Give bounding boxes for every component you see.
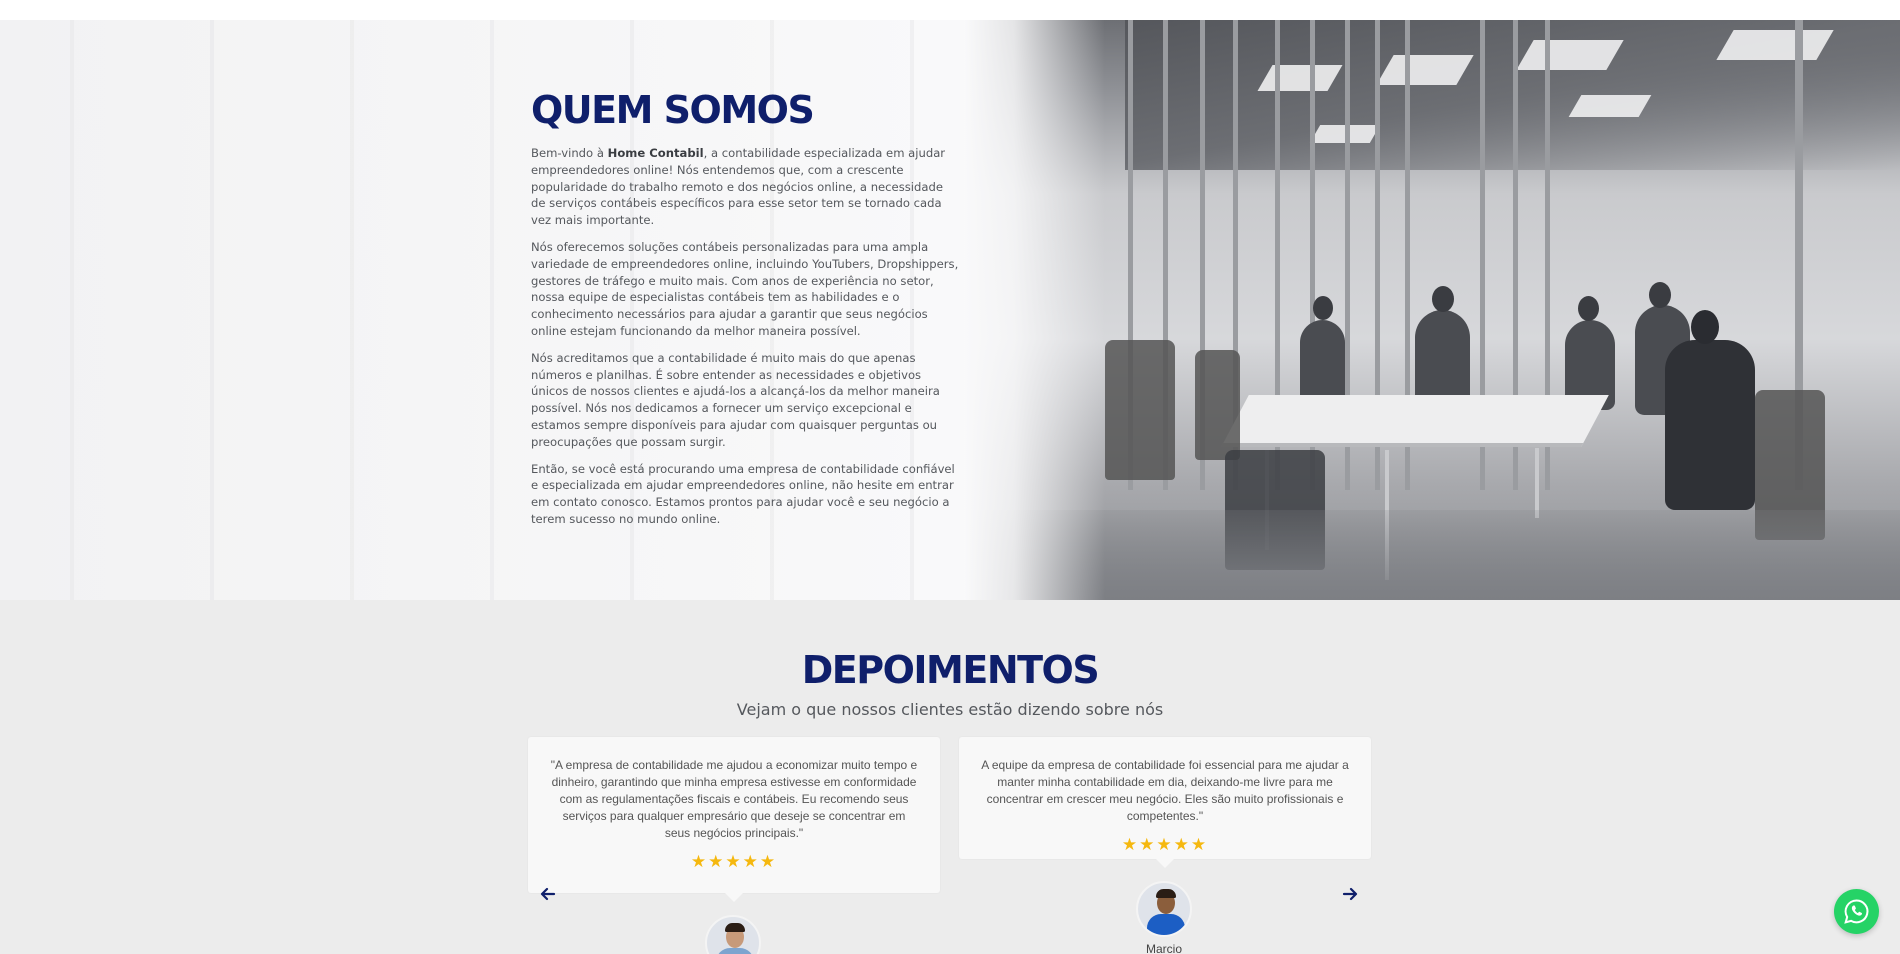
- office-meeting-photo: [965, 20, 1900, 600]
- about-title: QUEM SOMOS: [531, 88, 814, 132]
- testimonial-author: Marcio: [1145, 942, 1182, 954]
- brand-name: Home Contabil: [607, 146, 704, 160]
- arrow-left-icon[interactable]: [540, 886, 556, 906]
- testimonial-card: [528, 737, 940, 893]
- about-paragraph-1: Bem-vindo à Home Contabil, a contabilidade especializada em ajudar empreendedores online! Nós entendemos que, com a crescente popularidade do trabalho remoto e dos negócios online, a necessidade de serviços contábeis específicos para esse setor tem se tornado cada vez mais importante.: [531, 146, 946, 228]
- about-paragraph-3: Nós acreditamos que a contabilidade é muito mais do que apenas números e planilhas. É sobre entender as necessidades e objetivos únicos de nossos clientes e ajudá-los a alcançá-los da melhor maneira possível. Nós nos dedicamos a fornecer um serviço excepcional e estamos sempre disponíveis para ajudar com quaisquer perguntas ou preocupações que possam surgir.: [531, 350, 940, 449]
- avatar: [1136, 881, 1192, 937]
- star-rating: ★★★★★: [690, 852, 778, 872]
- testimonial-quote: A equipe da empresa de contabilidade foi essencial para me ajudar a manter minha contabilidade em dia, deixando-me livre para me concentrar em crescer meu negócio. Eles são muito profissionais e competentes.": [981, 758, 1349, 823]
- testimonial-quote: "A empresa de contabilidade me ajudou a economizar muito tempo e dinheiro, garantindo que minha empresa estivesse em conformidade com as regulamentações fiscais e contábeis. Eu recomendo seus serviços para qualquer empresário que deseje se concentrar em seus negócios principais.": [550, 758, 918, 840]
- about-paragraph-4: Então, se você está procurando uma empresa de contabilidade confiável e especializada em ajudar empreendedores online, não hesite em entrar em contato conosco. Estamos prontos para ajudar você e seu negócio a terem sucesso no mundo online.: [531, 461, 955, 526]
- about-section: [0, 20, 1900, 600]
- testimonial-card: [959, 737, 1371, 859]
- star-rating: ★★★★★: [1121, 835, 1209, 855]
- testimonials-section: [0, 600, 1900, 954]
- whatsapp-button[interactable]: [1834, 889, 1879, 934]
- about-content: [531, 87, 961, 538]
- about-paragraph-2: Nós oferecemos soluções contábeis personalizadas para uma ampla variedade de empreendedores online, incluindo YouTubers, Dropshippers, gestores de tráfego e muito mais. Com anos de experiência no setor, nossa equipe de especialistas contábeis tem as habilidades e o conhecimento necessários para ajudar a garantir que seus negócios online estejam funcionando da melhor maneira possível.: [531, 239, 959, 338]
- testimonials-title: DEPOIMENTOS: [801, 648, 1099, 692]
- testimonials-subtitle: Vejam o que nossos clientes estão dizendo sobre nós: [736, 700, 1164, 719]
- avatar: [705, 915, 761, 954]
- arrow-right-icon[interactable]: [1342, 886, 1358, 906]
- whatsapp-icon: [1843, 898, 1870, 925]
